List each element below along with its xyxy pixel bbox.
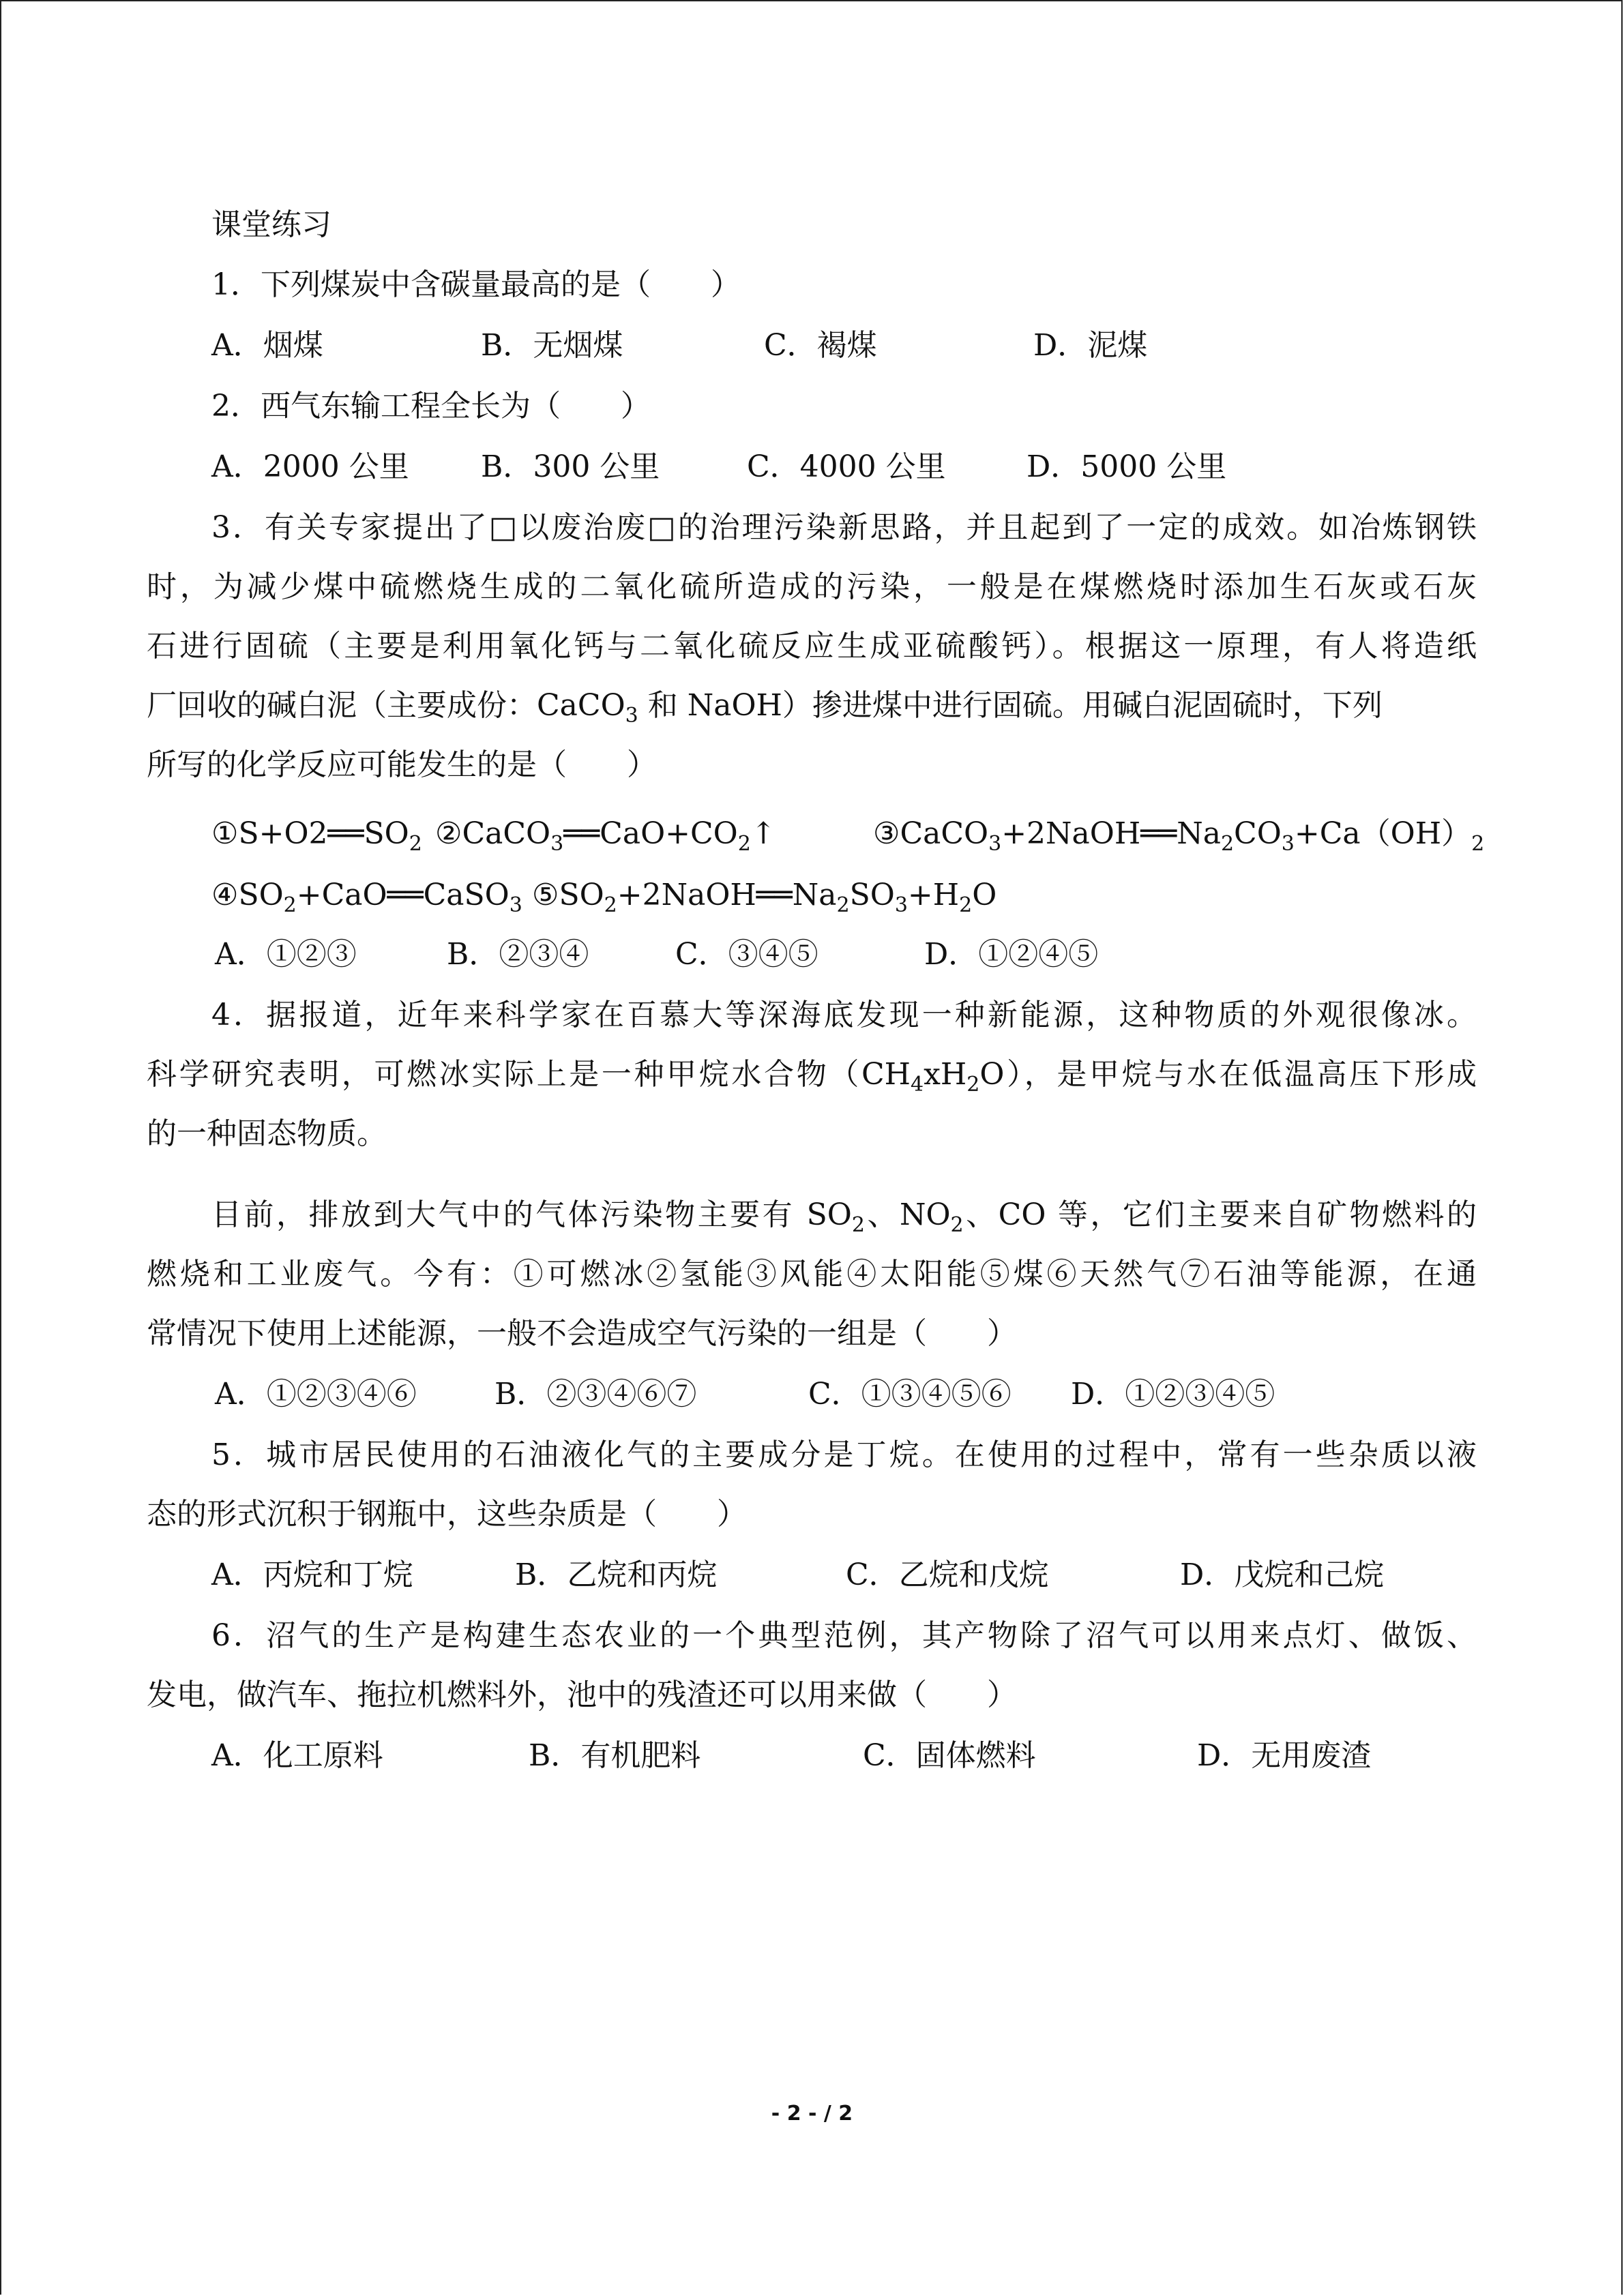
q2-option-c: C．4000 公里 xyxy=(747,449,946,484)
q1-option-c: C．褐煤 xyxy=(764,328,877,363)
q4-line-5: 燃烧和工业废气。今有：①可燃冰②氢能③风能④太阳能⑤煤⑥天然气⑦石油等能源，在通 xyxy=(147,1257,1477,1292)
q1-stem: 1．下列煤炭中含碳量最高的是（ ） xyxy=(211,267,741,302)
reaction-4: $④SO_2+CaO══CaSO_3$ xyxy=(211,878,522,917)
q6-option-b: B．有机肥料 xyxy=(529,1738,701,1773)
q3-option-c: C．③④⑤ xyxy=(675,937,818,972)
section-title: 课堂练习 xyxy=(211,207,331,242)
q2-option-b: B．300 公里 xyxy=(481,449,660,484)
reaction-3: $③CaCO_3+2NaOH══Na_2CO_3+Ca(OH)_2$ xyxy=(873,816,1485,856)
q5-option-b: B．乙烷和丙烷 xyxy=(515,1557,718,1592)
q1-option-d: D．泥煤 xyxy=(1033,328,1148,363)
page-number: - 2 - / 2 xyxy=(771,2102,853,2126)
q3-line-4: 厂回收的碱白泥（主要成份：CaCO$_3$ 和 NaOH）掺进煤中进行固硫。用碱白泥固硫时，下列 xyxy=(147,688,1383,728)
q3-option-d: D．①②④⑤ xyxy=(924,937,1099,972)
q4-line-1: 4．据报道，近年来科学家在百慕大等深海底发现一种新能源，这种物质的外观很像冰。 xyxy=(211,998,1477,1032)
q4-line-2: 科学研究表明，可燃冰实际上是一种甲烷水合物$(CH_4xH_2O)$，是甲烷与水在低温高压下形成 xyxy=(147,1057,1477,1097)
q5-option-c: C．乙烷和戊烷 xyxy=(846,1557,1049,1592)
q5-option-a: A．丙烷和丁烷 xyxy=(211,1557,413,1592)
q3-line-2: 时，为减少煤中硫燃烧生成的二氧化硫所造成的污染，一般是在煤燃烧时添加生石灰或石灰 xyxy=(147,569,1477,604)
q2-option-a: A．2000 公里 xyxy=(211,449,409,484)
q4-line-6: 常情况下使用上述能源，一般不会造成空气污染的一组是（ ） xyxy=(147,1316,1017,1351)
q3-option-a: A．①②③ xyxy=(215,937,357,972)
q5-option-d: D．戊烷和己烷 xyxy=(1180,1557,1385,1592)
q2-option-d: D．5000 公里 xyxy=(1027,449,1227,484)
q2-stem: 2．西气东输工程全长为（ ） xyxy=(211,389,651,423)
q6-line-1: 6．沼气的生产是构建生态农业的一个典型范例，其产物除了沼气可以用来点灯、做饭、 xyxy=(211,1618,1477,1653)
q1-option-b: B．无烟煤 xyxy=(481,328,623,363)
q5-line-1: 5．城市居民使用的石油液化气的主要成分是丁烷。在使用的过程中，常有一些杂质以液 xyxy=(211,1437,1477,1472)
q3-line-5: 所写的化学反应可能发生的是（ ） xyxy=(147,747,657,782)
q3-option-b: B．②③④ xyxy=(447,937,589,972)
q6-option-a: A．化工原料 xyxy=(211,1738,383,1773)
q4-option-a: A．①②③④⑥ xyxy=(215,1377,417,1412)
q4-line-3: 的一种固态物质。 xyxy=(147,1116,387,1151)
q3-line-1: 3．有关专家提出了□以废治废□的治理污染新思路，并且起到了一定的成效。如冶炼钢铁 xyxy=(211,510,1477,545)
q4-option-d: D．①②③④⑤ xyxy=(1071,1377,1275,1412)
reaction-5: $⑤SO_2+2NaOH══Na_2SO_3+H_2O$ xyxy=(532,878,997,917)
reaction-1: $①S+O2══SO_2$ xyxy=(211,816,422,856)
q6-line-2: 发电，做汽车、拖拉机燃料外，池中的残渣还可以用来做（ ） xyxy=(147,1678,1017,1712)
q4-option-c: C．①③④⑤⑥ xyxy=(808,1377,1012,1412)
reaction-2: $②CaCO_3══CaO+CO_2↑$ xyxy=(435,816,776,856)
q1-option-a: A．烟煤 xyxy=(211,328,323,363)
q4-option-b: B．②③④⑥⑦ xyxy=(494,1377,697,1412)
q5-line-2: 态的形式沉积于钢瓶中，这些杂质是（ ） xyxy=(147,1497,747,1532)
q4-line-4: 目前，排放到大气中的气体污染物主要有 $SO_2$、$NO_2$、CO 等，它们主要来自矿物燃料的 xyxy=(211,1197,1477,1237)
q3-line-3: 石进行固硫（主要是利用氧化钙与二氧化硫反应生成亚硫酸钙）。根据这一原理，有人将造纸 xyxy=(147,629,1477,664)
q6-option-d: D．无用废渣 xyxy=(1197,1738,1372,1773)
q6-option-c: C．固体燃料 xyxy=(863,1738,1036,1773)
